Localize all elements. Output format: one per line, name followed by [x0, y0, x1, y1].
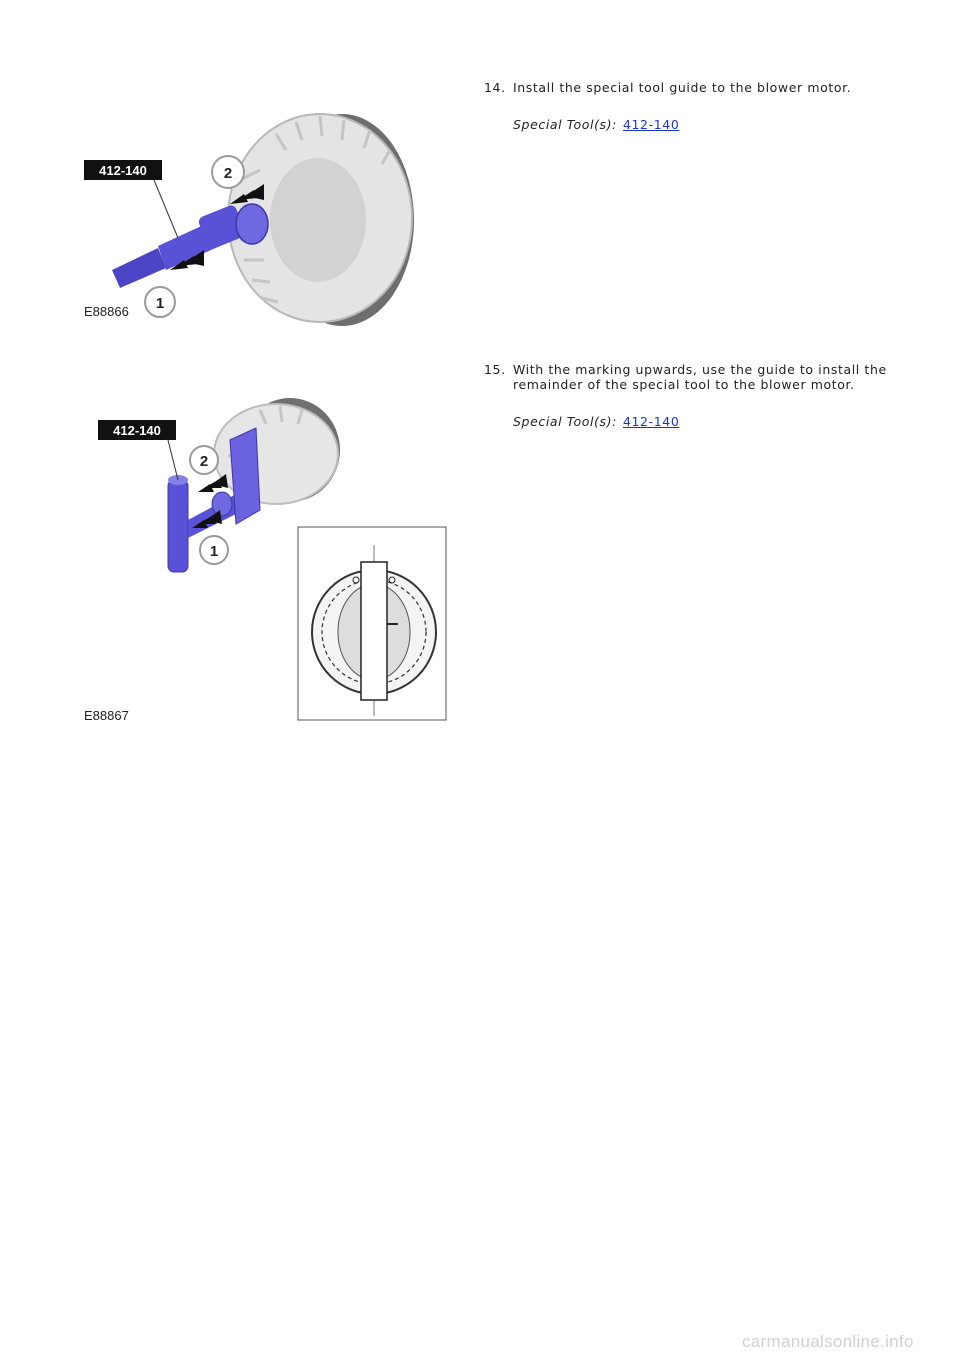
figure-id: E88866: [84, 304, 129, 319]
special-tool-label: Special Tool(s):: [513, 117, 617, 132]
blower-motor-guide-illustration: [80, 70, 460, 330]
figure-id: E88867: [84, 708, 129, 723]
step-15: [484, 362, 904, 429]
step-text: With the marking upwards, use the guide to install the remainder of the special tool to the blower motor.: [513, 362, 887, 392]
step-text: Install the special tool guide to the blower motor.: [513, 80, 852, 95]
special-tool-link[interactable]: 412-140: [622, 414, 680, 429]
figure-e88867: [80, 380, 460, 730]
special-tool-label: Special Tool(s):: [513, 414, 617, 429]
callout-2: 2: [199, 453, 209, 470]
special-tool-install-illustration: [80, 380, 460, 730]
tool-tag: 412-140: [99, 163, 147, 178]
step-number: 15.: [484, 362, 506, 377]
callout-1: 1: [155, 295, 165, 312]
special-tool-link[interactable]: 412-140: [622, 117, 680, 132]
callout-2: 2: [223, 165, 233, 182]
callout-1: 1: [209, 543, 219, 560]
tool-tag: 412-140: [113, 423, 161, 438]
step-14: [484, 80, 904, 132]
site-watermark: carmanualsonline.info: [742, 1332, 914, 1351]
special-tool-line: [513, 414, 904, 429]
figure-e88866: [80, 70, 460, 330]
special-tool-line: [513, 117, 904, 132]
step-number: 14.: [484, 80, 506, 95]
